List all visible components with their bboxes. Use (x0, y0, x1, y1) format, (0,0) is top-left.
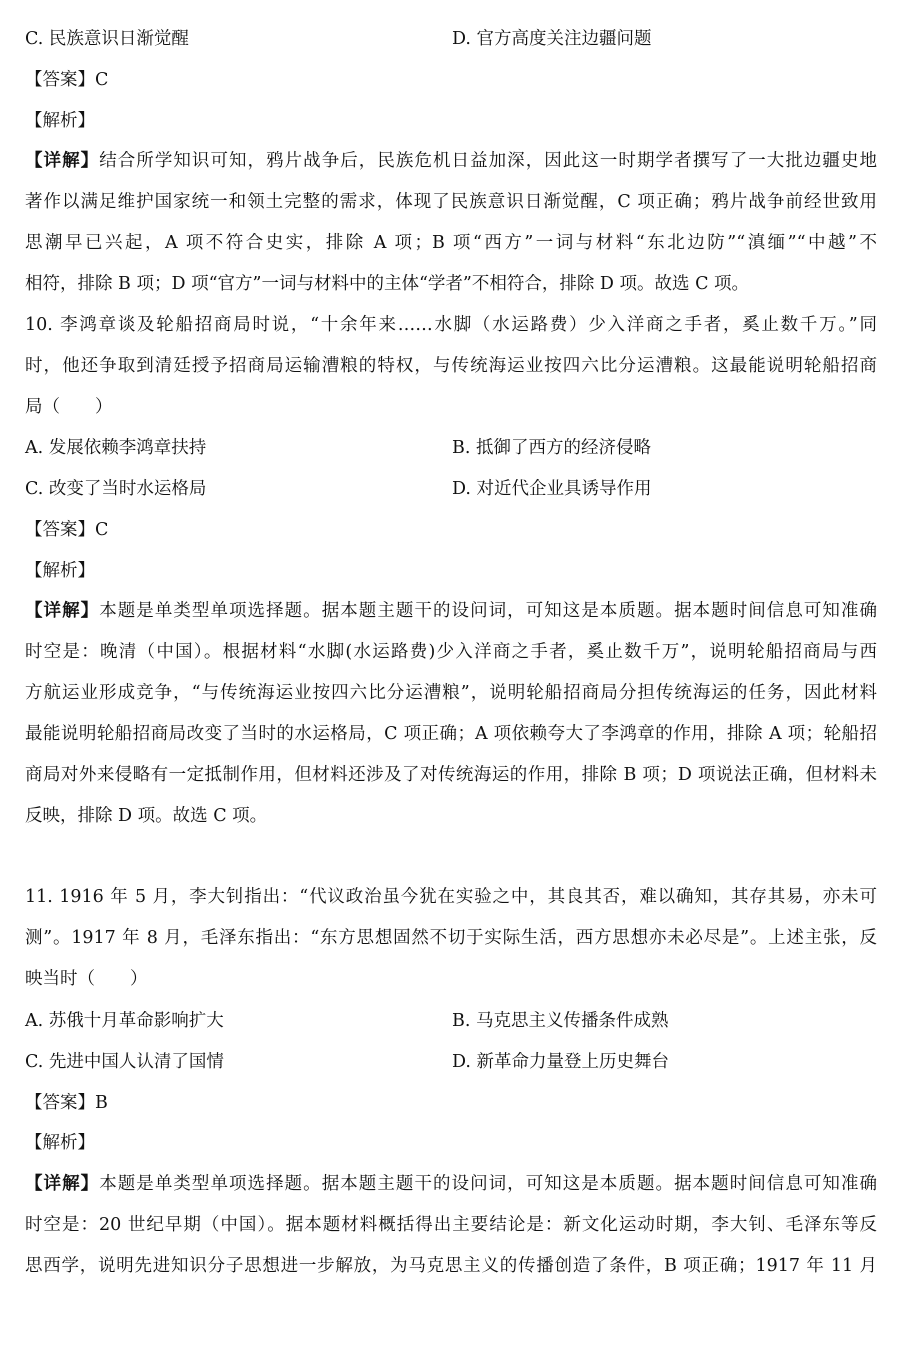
q10-stem-line: 10. 李鸿章谈及轮船招商局时说，“十余年来……水脚（水运路费）少入洋商之手者，奚止数千万。”同 (25, 315, 877, 335)
q11-detail-line: 时空是：20 世纪早期（中国）。据本题材料概括得出主要结论是：新文化运动时期，李大钊、毛泽东等反 (25, 1215, 877, 1235)
q11-option-a: A. 苏俄十月革命影响扩大 (25, 1011, 224, 1031)
q10-detail-line: 反映，排除 D 项。故选 C 项。 (25, 806, 268, 826)
q10-detail-line: 【详解】本题是单类型单项选择题。据本题主题干的设问词，可知这是本质题。据本题时间信息可知准确 (25, 601, 878, 621)
q11-stem-line: 11. 1916 年 5 月，李大钊指出：“代议政治虽今犹在实验之中，其良其否，难以确知，其存其易，亦未可 (25, 887, 877, 907)
q10-analysis-label: 【解析】 (25, 561, 95, 581)
q10-option-c: C. 改变了当时水运格局 (25, 479, 207, 499)
q10-option-d: D. 对近代企业具诱导作用 (452, 479, 652, 499)
q9-detail-line: 【详解】结合所学知识可知，鸦片战争后，民族危机日益加深，因此这一时期学者撰写了一大批边疆史地 (25, 151, 878, 171)
q9-detail-label: 【详解】 (25, 151, 100, 171)
q11-detail-label: 【详解】 (25, 1174, 100, 1194)
q9-option-d: D. 官方高度关注边疆问题 (452, 29, 652, 49)
q10-answer: 【答案】C (25, 520, 109, 540)
q10-option-b: B. 抵御了西方的经济侵略 (452, 438, 651, 458)
q9-answer: 【答案】C (25, 70, 109, 90)
q9-option-c: C. 民族意识日渐觉醒 (25, 29, 189, 49)
q10-detail-line: 最能说明轮船招商局改变了当时的水运格局，C 项正确；A 项依赖夸大了李鸿章的作用，排除 A 项；轮船招 (25, 724, 877, 744)
q9-detail-line: 著作以满足维护国家统一和领土完整的需求，体现了民族意识日渐觉醒，C 项正确；鸦片战争前经世致用 (25, 192, 877, 212)
q11-detail-line: 思西学，说明先进知识分子思想进一步解放，为马克思主义的传播创造了条件，B 项正确；1917 年 11 月 (25, 1256, 877, 1276)
q11-answer: 【答案】B (25, 1093, 108, 1113)
q10-detail-line: 方航运业形成竞争，“与传统海运业按四六比分运漕粮”，说明轮船招商局分担传统海运的任务，因此材料 (25, 683, 877, 703)
q10-stem-line: 局（ ） (25, 397, 113, 417)
q11-detail-line: 【详解】本题是单类型单项选择题。据本题主题干的设问词，可知这是本质题。据本题时间信息可知准确 (25, 1174, 878, 1194)
q10-detail-line: 时空是：晚清（中国）。根据材料“水脚(水运路费)少入洋商之手者，奚止数千万”，说明轮船招商局与西 (25, 642, 877, 662)
q10-detail-label: 【详解】 (25, 601, 100, 621)
q11-stem-line: 映当时（ ） (25, 969, 148, 989)
q10-detail-line: 商局对外来侵略有一定抵制作用，但材料还涉及了对传统海运的作用，排除 B 项；D 项说法正确，但材料未 (25, 765, 877, 785)
q11-option-c: C. 先进中国人认清了国情 (25, 1052, 224, 1072)
q10-stem-line: 时，他还争取到清廷授予招商局运输漕粮的特权，与传统海运业按四六比分运漕粮。这最能说明轮船招商 (25, 356, 877, 376)
q11-option-d: D. 新革命力量登上历史舞台 (452, 1052, 670, 1072)
q9-detail-line: 思潮早已兴起，A 项不符合史实，排除 A 项；B 项“西方”一词与材料“东北边防”“滇缅”“中越”不 (25, 233, 877, 253)
q10-option-a: A. 发展依赖李鸿章扶持 (25, 438, 207, 458)
q11-option-b: B. 马克思主义传播条件成熟 (452, 1011, 669, 1031)
q9-analysis-label: 【解析】 (25, 111, 95, 131)
q9-detail-line: 相符，排除 B 项；D 项“官方”一词与材料中的主体“学者”不相符合，排除 D 项。故选 C 项。 (25, 274, 750, 294)
q11-analysis-label: 【解析】 (25, 1133, 95, 1153)
q11-stem-line: 测”。1917 年 8 月，毛泽东指出：“东方思想固然不切于实际生活，西方思想亦未必尽是”。上述主张，反 (25, 928, 877, 948)
